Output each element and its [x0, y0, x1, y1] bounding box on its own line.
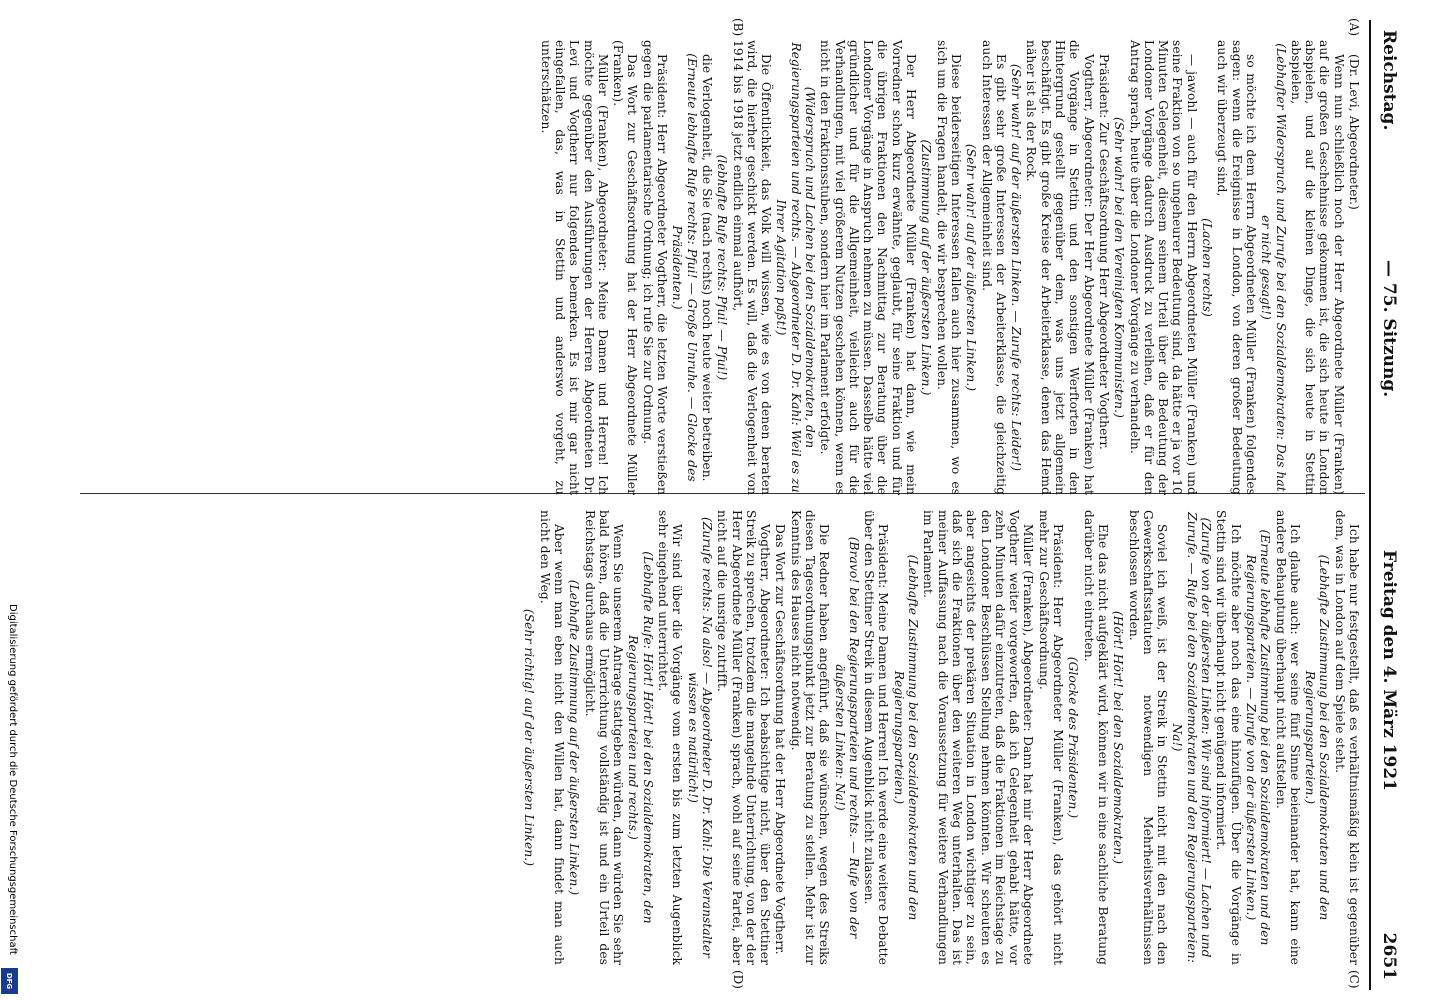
paragraph: Ich habe nur festgestellt, daß es verhältnismäßig klein ist gegenüber dem, was in London auf dem Spiele steht. — [1332, 510, 1361, 965]
paragraph: Aber wenn man eben nicht den Willen hat, dann findet man auch nicht den Weg. — [537, 510, 566, 965]
interjection: (Zurufe von der äußersten Linken: Wir sind informiert! — Lachen und Zurufe. — Rufe bei den Sozialdemokraten und den Regierungsparteien: Na!) — [1170, 512, 1214, 963]
paragraph: Präsident: Herr Abgeordneter Vogtherr, die letzten Worte verstießen gegen die parlamentarische Ordnung; ich rufe Sie zur Ordnung. — [640, 40, 670, 495]
interjection: (Sehr wahr! bei den Vereinigten Kommunisten.) — [1112, 117, 1127, 418]
paragraph: Wenn Sie unserem Antrage stattgeben würden, dann würden Sie sehr bald hören, daß die Unterrichtung vollständig ist und ein Urteil des Reichstags durchaus ermöglicht. — [582, 510, 626, 965]
page-header — [1373, 30, 1399, 980]
interjection: (Bravo! bei den Regierungsparteien und rechts. — Rufe von der äußersten Linken: Na!) — [832, 536, 861, 939]
logo-text: DFG — [5, 972, 14, 990]
interjection: (Lebhafte Zustimmung auf der äußersten Linken.) — [567, 579, 582, 896]
interjection: (Sehr wahr! auf der äußersten Linken.) — [964, 143, 979, 392]
paragraph: Präsident: Zur Geschäftsordnung Herr Abgeordneter Vogtherr. — [1096, 54, 1111, 450]
interjection: (Lebhafte Zustimmung bei den Sozialdemokraten und den Regierungsparteien.) — [891, 554, 921, 921]
paragraph: Die Redner haben angeführt, daß sie wünschen, wegen des Streiks diesen Tagesordnungspunkt jetzt zur Beratung zu stellen. Mehr ist zur Kenntnis des Hauses nicht notwendig. — [788, 510, 832, 965]
paragraph: Der Herr Abgeordnete Müller (Franken) hat dann, wie mein Vorredner schon kurz erwähnte, geglaubt, für seine Fraktion und für die übrigen Fraktionen den Nachmittag zur Beratung über die Londoner Vorgänge in Anspruch nehmen zu müssen. Dasselbe hätte viel gründlicher und für die Allgemeinheit, vielleicht auch für die Verhandlungen, mit viel größerem Nutzen geschehen können, wenn es nicht in den Fraktionsstuben, sondern hier im Parlament erfolgte. — [818, 40, 919, 495]
paragraph: (Dr. Levi, Abgeordneter.) — [1347, 54, 1361, 210]
paragraph: — jawohl — auch für den Herrn Abgeordneten Müller (Franken) und seine Fraktion von so ungeheurer Bedeutung sind, da hätte er ja vor 10 Minuten Gelegenheit, diesem seinem Urteil über die Bedeutung der Londoner Vorgänge dadurch Ausdruck zu verleihen, daß er für den Antrag sprach, heute über die Londoner Vorgänge zu verhandeln. — [1127, 40, 1199, 495]
interjection: (Lebhafte Zustimmung bei den Sozialdemokraten und den Regierungsparteien.) — [1303, 554, 1332, 921]
paragraph: Vogtherr, Abgeordneter: Der Herr Abgeordnete Müller (Franken) hat die Vorgänge in Stettin und den sonstigen Werftorten in den Hintergrund gestellt gegenüber dem, was uns jetzt allgemein beschäftigt. Es gibt große Kreise der Arbeiterklasse, denen das Hemd näher ist als der Rock. — [1024, 40, 1096, 495]
interjection: (Sehr wahr! auf der äußersten Linken. — Zurufe rechts: Leider!) — [1009, 63, 1024, 472]
header-left: Reichstag. — [1379, 30, 1399, 131]
interjection: (Lebhafte Rufe: Hört! Hört! bei den Sozialdemokraten, den Regierungsparteien und rechts.) — [626, 551, 655, 924]
header-rule — [1369, 20, 1371, 990]
left-text-column — [537, 40, 1361, 495]
paragraph: Ich glaube auch: wer seine fünf Sinne beieinander hat, kann eine andere Behauptung überhaupt nicht aufstellen. — [1273, 510, 1302, 965]
paragraph: Es gibt sehr große Interessen der Arbeiterklasse, die gleichzeitig auch Interessen der Allgemeinheit sind. — [979, 40, 1008, 495]
interjection: (Erneute lebhafte Rufe rechts: Pfui! — Große Unruhe. — Glocke des Präsidenten.) — [670, 53, 699, 482]
header-date: Freitag den 4. März 1921 — [1379, 550, 1399, 791]
interjection: (Zustimmung auf der äußersten Linken.) — [919, 139, 934, 396]
paragraph: Ehe das nicht aufgeklärt wird, können wir in eine sachliche Beratung darüber nicht eintreten. — [1081, 510, 1110, 965]
interjection: (Erneute lebhafte Zustimmung bei den Sozialdemokraten und den Regierungsparteien. — Zurufe von der äußersten Linken.) — [1243, 529, 1273, 946]
paragraph: Vogtherr, Abgeordneter: Ich beabsichtige nicht, über den Stettiner Streik zu sprechen, trotzdem die mangelnde Unterrichtung, von der der Herr Abgeordnete Müller (Franken) sprach, wohl auf seine Partei, aber nicht auf die unsrige zutrifft. — [715, 510, 773, 965]
header-center: — 75. Sitzung. — [1379, 260, 1399, 398]
paragraph: die Verlogenheit, die Sie (nach rechts) noch heute weiter betreiben. — [699, 54, 714, 482]
paragraph: Soviel ich weiß, ist der Streik in Stettin nicht mit den nach den Gewerkschaftsstatuten notwendigen Mehrheitsverhältnissen beschlossen worden. — [1126, 510, 1170, 965]
credit-text: Digitalisierung gefördert durch die Deutsche Forschungsgemeinschaft — [7, 604, 18, 955]
paragraph: Ich möchte aber noch das eine hinzufügen. Über die Vorgänge in Stettin sind wir überhaupt nicht genügend informiert. — [1214, 510, 1243, 965]
paragraph: Präsident: Herr Abgeordneter Müller (Franken), das gehört nicht mehr zur Geschäftsordnung. — [1036, 510, 1066, 965]
digitization-credit — [6, 604, 20, 984]
interjection: (Widerspruch und Lachen bei den Sozialdemokraten, den Regierungsparteien und rechts. — Abgeordneter D. Dr. Kahl: Weil es zu Ihrer Agitation paßt!) — [774, 42, 818, 493]
paragraph: so möchte ich dem Herrn Abgeordneten Müller (Franken) folgendes sagen: wenn die Ereignisse in London, von deren großer Bedeutung auch wir überzeugt sind, — [1215, 40, 1258, 495]
rotated-newspaper-page — [60, 0, 1405, 1000]
paragraph: Müller (Franken), Abgeordneter: Meine Damen und Herren! Ich möchte gegenüber den Ausführungen der Herren Abgeordneten Dr. Levi und Vogtherr nur folgendes bemerken. Es ist mir gar nicht eingefallen, das, was in Stettin und anderswo vorgeht, zu unterschätzen. — [538, 40, 610, 495]
right-text-column — [521, 510, 1361, 965]
paragraph: Die Öffentlichkeit, das Volk will wissen, wie es von denen beraten wird, die hierher geschickt werden. Es will, daß die Verlogenheit von 1914 bis 1918 jetzt endlich einmal aufhört, — [730, 40, 774, 495]
paragraph: Wenn nun schließlich noch der Herr Abgeordnete Müller (Franken) auf die großen Geschehnisse gekommen ist, die sich heute in London abspielen, und auf die kleinen Dinge, die sich heute in Stettin abspielen, — [1288, 40, 1346, 495]
interjection: (lebhafte Rufe rechts: Pfui! — Pfui!) — [715, 154, 730, 381]
margin-marker-c: (C) — [1347, 970, 1361, 989]
interjection: (Lachen rechts) — [1200, 218, 1215, 317]
dfg-logo — [1, 968, 18, 994]
page-number: 2651 — [1379, 932, 1399, 980]
paragraph: Wir sind über die Vorgänge vom ersten bis zum letzten Augenblick sehr eingehend unterrichtet. — [656, 510, 685, 965]
interjection: (Sehr richtig! auf der äußersten Linken.) — [522, 608, 537, 867]
interjection: (Glocke des Präsidenten.) — [1066, 656, 1081, 819]
paragraph: Das Wort zur Geschäftsordnung hat der Herr Abgeordnete Vogtherr. — [773, 524, 788, 955]
interjection: (Zurufe rechts: Na also! — Abgeordneter D. Dr. Kahl: Die Veranstalter wissen es natürlich!) — [685, 517, 714, 958]
margin-marker-d: (D) — [731, 970, 745, 989]
margin-marker-b: (B) — [731, 18, 745, 37]
margin-marker-a: (A) — [1347, 18, 1361, 37]
paragraph: Diese beiderseitigen Interessen fallen auch hier zusammen, wo es sich um die Fragen handelt, die wir besprechen wollen. — [934, 40, 963, 495]
interjection: (Lebhafter Widerspruch und Zurufe bei den Sozialdemokraten: Das hat er nicht gesagt!) — [1259, 43, 1288, 492]
paragraph: Präsident: Meine Damen und Herren! Ich werde eine weitere Debatte über den Stettiner Streik in diesem Augenblick nicht zulassen. — [862, 510, 891, 965]
paragraph: Das Wort zur Geschäftsordnung hat der Herr Abgeordnete Müller (Franken). — [611, 40, 640, 495]
interjection: (Hört! Hört! bei den Sozialdemokraten.) — [1111, 610, 1126, 865]
paragraph: Müller (Franken), Abgeordneter: Dann hat mir der Herr Abgeordnete Vogtherr weiter vorgeworfen, daß ich Gelegenheit gehabt hätte, vor zehn Minuten dafür einzutreten, daß die Fraktionen im Reichstage zu den Londoner Beschlüssen Stellung nehmen könnten. Wir scheuten es aber angesichts der prekären Situation in London wichtiger zu sein, daß sich die Fraktionen über den weiteren Weg unterhalten. Das ist meiner Auffassung nach die Voraussetzung für weitere Verhandlungen im Parlament. — [921, 510, 1036, 965]
